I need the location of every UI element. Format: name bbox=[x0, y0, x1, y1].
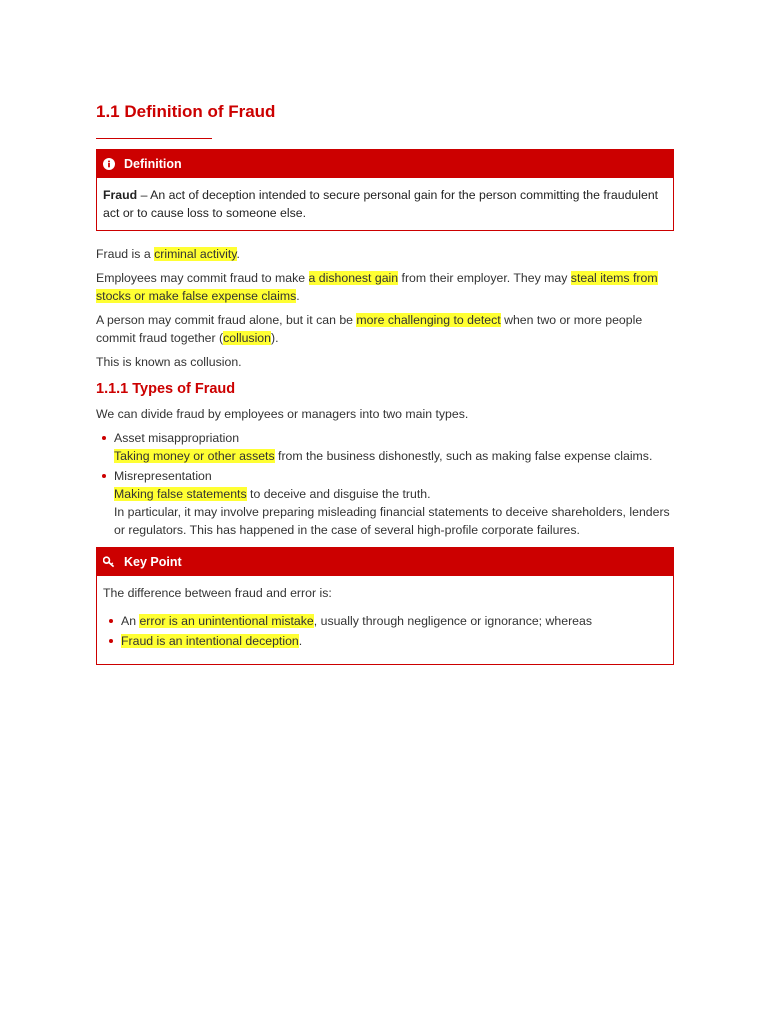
key-point-body bbox=[97, 576, 673, 664]
highlight-steal-items: steal items from stocks or make false expense claims bbox=[96, 271, 658, 303]
document-content bbox=[96, 92, 674, 679]
highlight-dishonest-gain: a dishonest gain bbox=[308, 271, 399, 285]
definition-term: Fraud bbox=[103, 188, 138, 202]
paragraph-criminal-activity: Fraud is a criminal activity. bbox=[96, 247, 240, 261]
type-name: Asset misappropriation bbox=[114, 431, 240, 445]
paragraph-known-as-collusion: This is known as collusion. bbox=[96, 355, 242, 369]
key-icon bbox=[103, 556, 115, 568]
list-item: Asset misappropriation Taking money or other assets from the business dishonestly, such as making false expense claims. bbox=[96, 429, 674, 465]
list-item: Fraud is an intentional deception. bbox=[103, 632, 667, 650]
paragraph-collusion: A person may commit fraud alone, but it can be more challenging to detect when two or more people commit fraud together (collusion). bbox=[96, 313, 643, 345]
highlight-taking-money: Taking money or other assets bbox=[114, 449, 275, 463]
types-list bbox=[96, 429, 674, 539]
highlight-criminal-activity: criminal activity bbox=[154, 247, 237, 261]
info-icon bbox=[103, 158, 115, 170]
definition-body bbox=[97, 178, 673, 230]
paragraph-dishonest-gain: Employees may commit fraud to make a dishonest gain from their employer. They may steal items from stocks or make false expense claims. bbox=[96, 271, 658, 303]
section-title-types-of-fraud: 1.1.1 Types of Fraud bbox=[96, 381, 236, 397]
highlight-fraud-intentional: Fraud is an intentional deception bbox=[121, 634, 299, 648]
title-underline bbox=[96, 138, 212, 139]
list-item: Misrepresentation Making false statements to deceive and disguise the truth. In particular, it may involve preparing misleading financial statements to deceive shareholders, lenders or regulators. This has happened in the case of several high-profile corporate failures. bbox=[96, 467, 674, 539]
key-point-header-label: Key Point bbox=[124, 555, 182, 569]
highlight-collusion: collusion bbox=[223, 331, 271, 345]
page-title: 1.1 Definition of Fraud bbox=[96, 102, 276, 121]
key-point-box bbox=[96, 547, 674, 665]
key-point-header bbox=[97, 548, 673, 576]
type-extra: In particular, it may involve preparing misleading financial statements to deceive shareholders, lenders or regulators. This has happened in the case of several high-profile corporate failures. bbox=[114, 505, 670, 537]
definition-header-label: Definition bbox=[124, 157, 182, 171]
key-point-list bbox=[103, 612, 667, 650]
types-intro: We can divide fraud by employees or managers into two main types. bbox=[96, 407, 469, 421]
highlight-challenging-to-detect: more challenging to detect bbox=[356, 313, 501, 327]
type-name: Misrepresentation bbox=[114, 469, 212, 483]
highlight-false-statements: Making false statements bbox=[114, 487, 247, 501]
definition-text: – An act of deception intended to secure personal gain for the person committing the fraudulent act or to cause loss to someone else. bbox=[103, 188, 659, 220]
definition-header bbox=[97, 150, 673, 178]
highlight-error-unintentional: error is an unintentional mistake bbox=[139, 614, 314, 628]
list-item: An error is an unintentional mistake, usually through negligence or ignorance; whereas bbox=[103, 612, 667, 630]
key-point-intro: The difference between fraud and error is: bbox=[103, 586, 332, 600]
definition-box bbox=[96, 149, 674, 231]
